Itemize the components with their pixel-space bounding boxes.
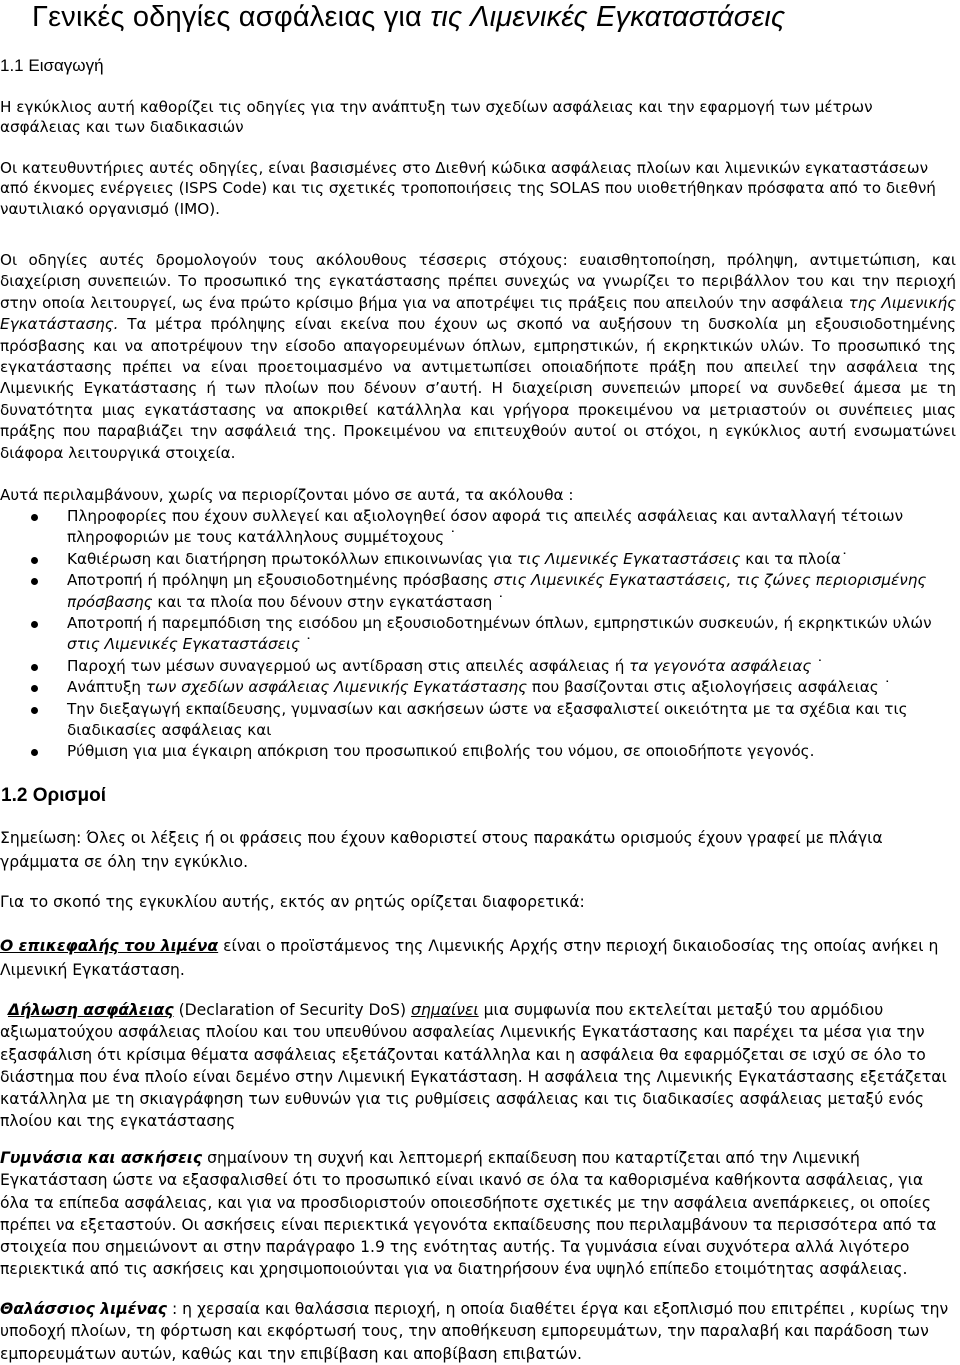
intro-paragraph-2: Οι κατευθυντήριες αυτές οδηγίες, είναι βασισμένες στο Διεθνή κώδικα ασφάλειας πλοίων και λιμενικών εγκαταστάσεων από έκνομες ενέργειες (ISPS Code) και τις σχετικές τροποποιήσεις της SOLAS που υιοθετήθηκαν πρόσφατα από το διεθνή ναυτιλιακό οργανισμό (IMO).	[0, 159, 936, 218]
definition-port-head: Ο επικεφαλής του λιμένα είναι ο προϊστάμενος της Λιμενικής Αρχής στην περιοχή δικαιοδοσίας της οποίας ανήκει η Λιμενική Εγκατάσταση.	[0, 937, 939, 979]
list-item: Αποτροπή ή παρεμπόδιση της εισόδου μη εξουσιοδοτημένων όπλων, εμπρηστικών συσκευών, ή εκρηκτικών υλών στις Λιμενικές Εγκαταστάσεις ˙	[0, 613, 956, 656]
term-drills-exercises: Γυμνάσια και ασκήσεις	[0, 1149, 203, 1167]
list-item: Παροχή των μέσων συναγερμού ως αντίδραση στις απειλές ασφάλειας ή τα γεγονότα ασφάλειας ˙	[0, 656, 956, 677]
list-item: Την διεξαγωγή εκπαίδευσης, γυμνασίων και ασκήσεων ώστε να εξασφαλιστεί οικειότητα με τα σχέδια και τις διαδικασίες ασφάλειας και	[0, 699, 956, 742]
term-port-head: Ο επικεφαλής του λιμένα	[0, 937, 219, 955]
term-seaport: Θαλάσσιος λιμένας	[0, 1300, 167, 1318]
definition-drills-exercises: Γυμνάσια και ασκήσεις σημαίνουν τη συχνή και λεπτομερή εκπαίδευση που καταρτίζεται από την Λιμενική Εγκατάσταση ώστε να εξασφαλισθεί ότι το προσωπικό είναι ικανό σε όλα τα καθορισμένα καθήκοντα ασφάλειας, για όλα τα επίπεδα ασφάλειας, και για να προσδιοριστούν οποιεσδήποτε σχετικές με την ασφάλεια ανεπάρκειες, οι οποίες πρέπει να εξεταστούν. Οι ασκήσεις είναι περιεκτικά γεγονότα εκπαίδευσης που περιλαμβάνουν τα περισσότερα από τα στοιχεία που σημειώνοντ αι στην παράγραφο 1.9 της ενότητας αυτής. Τα γυμνάσια είναι συχνότερα αλλά λιγότερο περιεκτικά από τις ασκήσεις και χρησιμοποιούνται για να διατηρήσουν ένα υψηλό επίπεδο ετοιμότητας ασφάλειας.	[0, 1149, 937, 1279]
intro-paragraph-1: Η εγκύκλιος αυτή καθορίζει τις οδηγίες για την ανάπτυξη των σχεδίων ασφάλειας και την εφαρμογή των μέτρων ασφάλειας και των διαδικασιών	[0, 98, 873, 137]
list-item: Ρύθμιση για μια έγκαιρη απόκριση του προσωπικού επιβολής του νόμου, σε οποιοδήποτε γεγονός.	[0, 741, 956, 762]
list-item: Καθιέρωση και διατήρηση πρωτοκόλλων επικοινωνίας για τις Λιμενικές Εγκαταστάσεις και τα πλοία˙	[0, 549, 956, 570]
document-title	[32, 0, 785, 34]
list-item: Πληροφορίες που έχουν συλλεγεί και αξιολογηθεί όσον αφορά τις απειλές ασφάλειας και ανταλλαγή τέτοιων πληροφοριών με τους κατάλληλους συμμέτοχους ˙	[0, 506, 956, 549]
title-part-1: Γενικές οδηγίες ασφάλειας για	[32, 1, 423, 33]
section-heading-definitions: 1.2 Ορισμοί	[1, 785, 107, 806]
definitions-note: Σημείωση: Όλες οι λέξεις ή οι φράσεις που έχουν καθοριστεί στους παρακάτω ορισμούς έχουν γραφεί με πλάγια γράμματα σε όλη την εγκύκλιο.	[0, 829, 883, 871]
list-item: Ανάπτυξη των σχεδίων ασφάλειας Λιμενικής Εγκατάστασης που βασίζονται στις αξιολογήσεις ασφάλειας ˙	[0, 677, 956, 698]
definitions-purpose: Για το σκοπό της εγκυκλίου αυτής, εκτός αν ρητώς ορίζεται διαφορετικά:	[0, 893, 585, 911]
list-intro: Αυτά περιλαμβάνουν, χωρίς να περιορίζονται μόνο σε αυτά, τα ακόλουθα :	[0, 486, 574, 504]
intro-paragraph-3: Οι οδηγίες αυτές δρομολογούν τους ακόλουθους τέσσερις στόχους: ευαισθητοποίηση, πρόληψη, αντιμετώπιση, και διαχείριση συνεπειών. Το προσωπικό της εγκατάστασης πρέπει συνεχώς να γνωρίζει το περιβάλλον του και την περιοχή στην οποία λειτουργεί, ως ένα πρώτο κρίσιμο βήμα για να αποτρέψει τις πράξεις που απειλούν την ασφάλεια της Λιμενικής Εγκατάστασης. Τα μέτρα πρόληψης είναι εκείνα που έχουν ως σκοπό να αυξήσουν τη δυσκολία μη εξουσιοδοτημένης πρόσβασης και να αποτρέψουν την είσοδο απαγορευμένων όπλων, εμπρηστικών, ή εκρηκτικών υλών. Το προσωπικό της εγκατάστασης πρέπει να είναι προετοιμασμένο να αντιμετωπίσει οποιαδήποτε πράξη που απειλεί την ασφάλεια της Λιμενικής Εγκατάστασης ή των πλοίων που δένουν σ’αυτή. Η διαχείριση συνεπειών μπορεί να συνδεθεί άμεσα με τη δυνατότητα μιας εγκατάστασης να αποκριθεί κατάλληλα και γρήγορα προκειμένου να μετριαστούν οι συνέπειες μιας πράξης που παραβιάζει την ασφάλειά της. Προκειμένου να επιτευχθούν αυτοί οι στόχοι, η εγκύκλιος αυτή ενσωματώνει διάφορα λειτουργικά στοιχεία.	[0, 251, 956, 462]
list-item: Αποτροπή ή πρόληψη μη εξουσιοδοτημένης πρόσβασης στις Λιμενικές Εγκαταστάσεις, τις ζώνες περιορισμένης πρόσβασης και τα πλοία που δένουν στην εγκατάσταση ˙	[0, 570, 956, 613]
objectives-list	[0, 506, 956, 763]
term-declaration-of-security: Δήλωση ασφάλειας	[8, 1001, 174, 1019]
definition-declaration-of-security: Δήλωση ασφάλειας (Declaration of Security DoS) σημαίνει μια συμφωνία που εκτελείται μεταξύ του αρμόδιου αξιωματούχου ασφάλειας πλοίου και του υπευθύνου ασφαλείας Λιμενικής Εγκατάστασης και παρέχει τα μέσα για την εξασφάλιση ότι κρίσιμα θέματα ασφάλειας εξετάζονται κατάλληλα και η ασφάλεια θα εφαρμόζεται σε ισχύ σε όλο το διάστημα που ένα πλοίο είναι δεμένο στην Λιμενική Εγκατάσταση. Η ασφάλεια της Λιμενικής Εγκατάστασης εξετάζεται κατάλληλα με τη σκιαγράφηση των ευθυνών για τις ρυθμίσεις ασφάλειας και τις διαδικασίες ασφάλειας μεταξύ ενός πλοίου και της εγκατάστασης	[0, 1001, 947, 1131]
definition-seaport: Θαλάσσιος λιμένας : η χερσαία και θαλάσσια περιοχή, η οποία διαθέτει έργα και εξοπλισμό που επιτρέπει , κυρίως την υποδοχή πλοίων, τη φόρτωση και εκφόρτωσή τους, την αποθήκευση εμπορευμάτων, την παραλαβή και παράδοση των εμπορευμάτων αυτών, καθώς και την επιβίβαση και αποβίβαση επιβατών.	[0, 1300, 949, 1363]
title-part-2: τις Λιμενικές Εγκαταστάσεις	[430, 1, 786, 33]
section-heading-intro: 1.1 Εισαγωγή	[0, 56, 104, 75]
